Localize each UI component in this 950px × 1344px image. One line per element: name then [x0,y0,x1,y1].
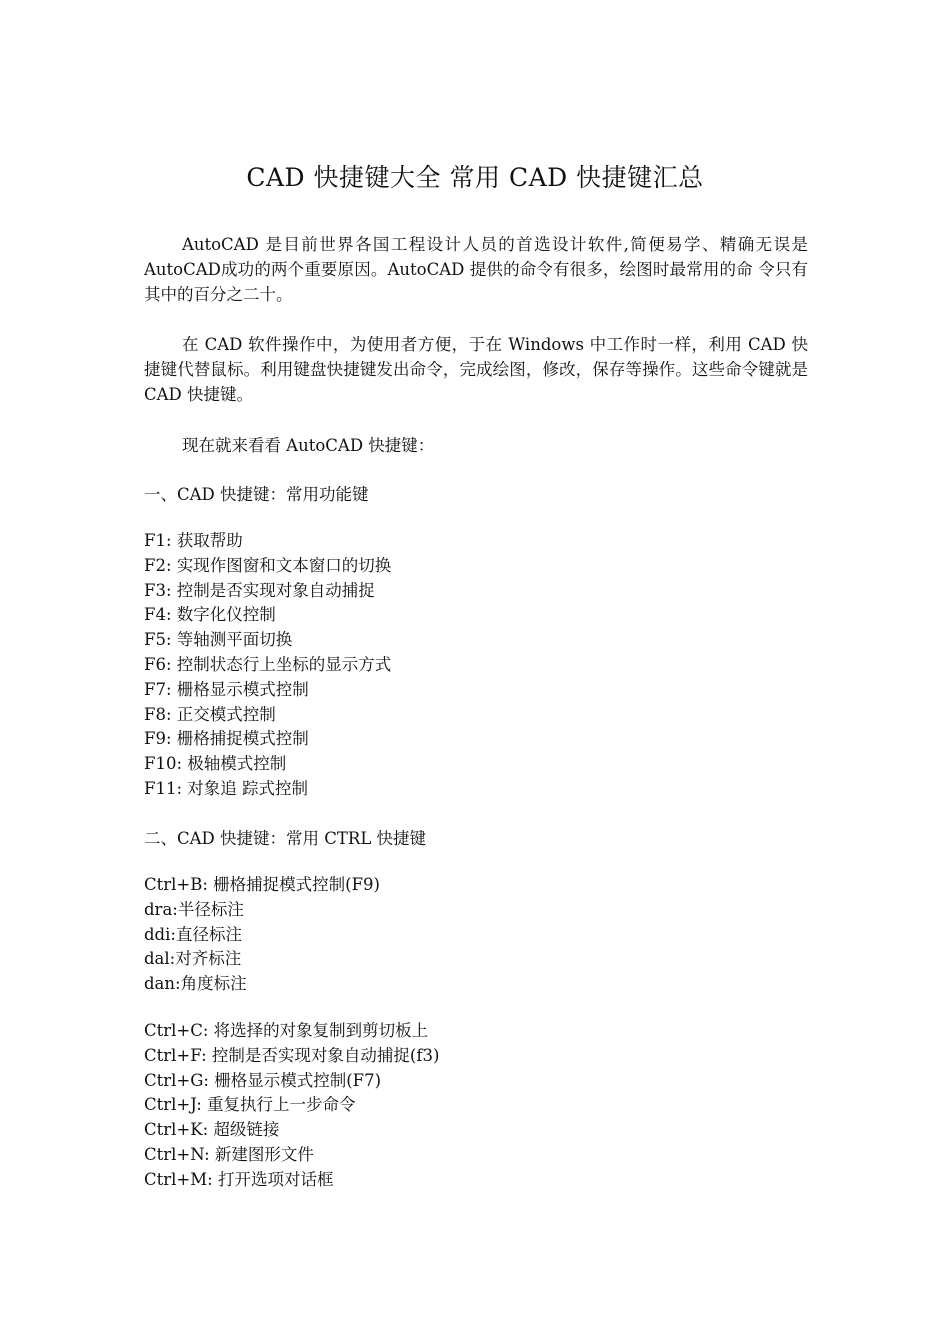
list-item: F1: 获取帮助 [144,531,243,550]
list-item: Ctrl+J: 重复执行上一步命令 [144,1095,356,1115]
list-item: F2: 实现作图窗和文本窗口的切换 [144,555,392,575]
function-key-list [144,529,808,802]
list-item: Ctrl+N: 新建图形文件 [144,1144,314,1164]
list-item: Ctrl+K: 超级链接 [144,1120,280,1140]
ctrl-key-list-1 [144,873,808,997]
list-item: F11: 对象追 踪式控制 [144,778,308,798]
list-item: F9: 栅格捕捉模式控制 [144,729,309,749]
list-item: ddi:直径标注 [144,924,242,944]
list-item: dal:对齐标注 [144,949,242,969]
ctrl-key-list-2 [144,1019,808,1193]
list-item: F10: 极轴模式控制 [144,754,287,774]
list-item: F4: 数字化仪控制 [144,605,276,625]
list-item: F3: 控制是否实现对象自动捕捉 [144,580,375,600]
list-item: dan:角度标注 [144,974,247,994]
section-heading-function-keys: 一、CAD 快捷键：常用功能键 [144,485,369,504]
list-item: Ctrl+B: 栅格捕捉模式控制(F9) [144,875,380,894]
list-item: Ctrl+G: 栅格显示模式控制(F7) [144,1070,382,1090]
list-item: F5: 等轴测平面切换 [144,630,293,650]
section-heading-ctrl-keys: 二、CAD 快捷键：常用 CTRL 快捷键 [144,829,427,848]
page-title: CAD 快捷键大全 常用 CAD 快捷键汇总 [246,163,704,192]
list-item: F8: 正交模式控制 [144,704,276,724]
list-item: Ctrl+M: 打开选项对话框 [144,1169,334,1189]
list-item: Ctrl+C: 将选择的对象复制到剪切板上 [144,1021,429,1040]
intro-paragraph-1: AutoCAD 是目前世界各国工程设计人员的首选设计软件,简便易学、精确无误是 AutoCAD成功的两个重要原因。AutoCAD 提供的命令有很多，绘图时最常用的命 令只有其中的百分之二十。 [144,235,808,304]
intro-paragraph-3: 现在就来看看 AutoCAD 快捷键： [181,436,435,455]
list-item: dra:半径标注 [144,899,244,919]
intro-paragraph-2: 在 CAD 软件操作中，为使用者方便，于在 Windows 中工作时一样，利用 CAD 快捷键代替鼠标。利用键盘快捷键发出命令，完成绘图，修改，保存等操作。这些命令键就是 CAD 快捷键。 [144,335,808,404]
list-item: F7: 栅格显示模式控制 [144,679,309,699]
list-item: F6: 控制状态行上坐标的显示方式 [144,654,392,674]
list-item: Ctrl+F: 控制是否实现对象自动捕捉(f3) [144,1045,440,1065]
